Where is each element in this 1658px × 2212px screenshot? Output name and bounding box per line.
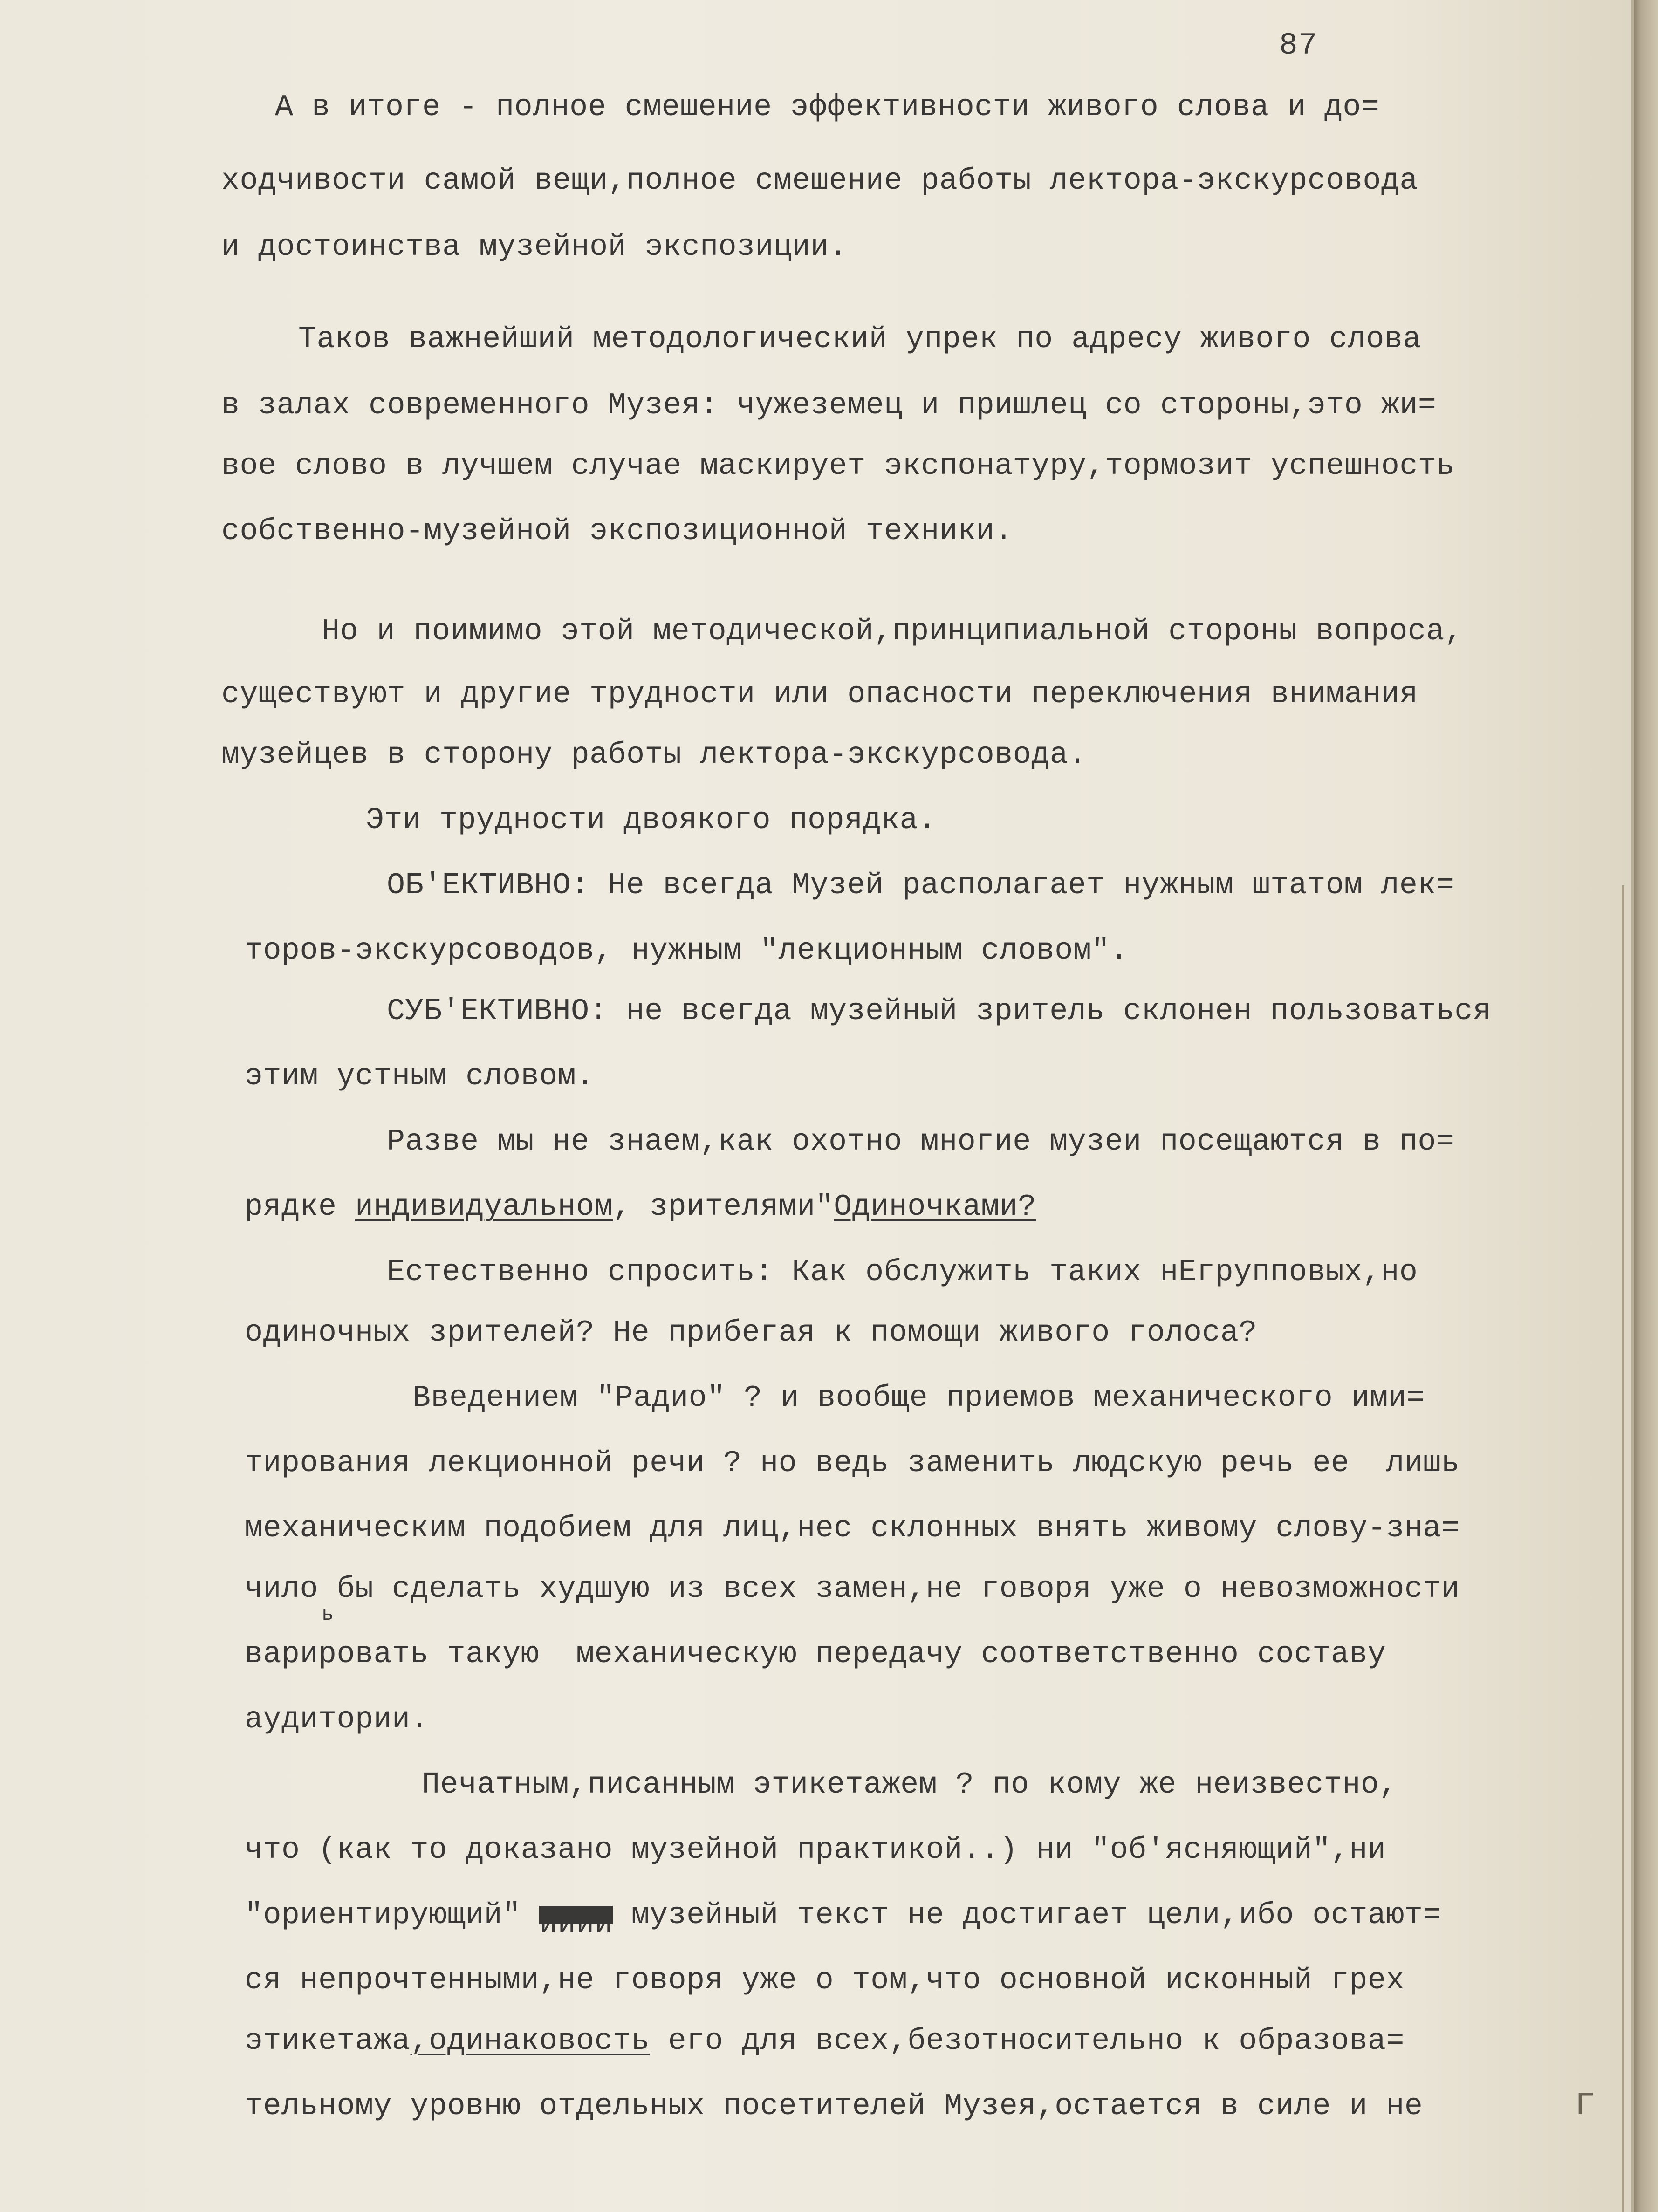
text-line: чило бы сделать худшую из всех замен,не говоря уже о невозможности (245, 1572, 1460, 1606)
text-line: вое слово в лучшем случае маскирует экспонатуру,тормозит успешность (221, 449, 1455, 483)
text-segment: "ориентирующий" (245, 1898, 540, 1932)
binding-edge (1634, 0, 1658, 2212)
interlinear-correction: ь (322, 1603, 334, 1626)
text-line: собственно-музейной экспозиционной техники. (221, 514, 1013, 548)
text-line: СУБ'ЕКТИВНО: не всегда музейный зритель склонен пользоваться (387, 994, 1492, 1028)
text-line: существуют и другие трудности или опасности переключения внимания (221, 677, 1418, 712)
text-segment: его для всех,безотносительно к образова= (650, 2024, 1405, 2058)
text-line: этим устным словом. (245, 1059, 595, 1094)
text-line: ходчивости самой вещи,полное смешение работы лектора-экскурсовода (221, 164, 1418, 198)
text-line: тирования лекционной речи ? но ведь заменить людскую речь ее лишь (245, 1446, 1460, 1480)
text-line: аудитории. (245, 1702, 429, 1737)
text-line: Естественно спросить: Как обслужить таких нЕгрупповых,но (387, 1255, 1418, 1289)
text-line: ОБ'ЕКТИВНО: Не всегда Музей располагает нужным штатом лек= (387, 868, 1455, 903)
text-line: Но и поимимо этой методической,принципиальной стороны вопроса, (322, 614, 1463, 649)
underlined-word: ,одинаковость (410, 2024, 650, 2058)
text-line: А в итоге - полное смешение эффективности живого слова и до= (275, 90, 1380, 124)
text-line: что (как то доказано музейной практикой..) ни "об'ясняющий",ни (245, 1833, 1386, 1867)
text-line-underlined (245, 1188, 1036, 1226)
text-line: Печатным,писанным этикетажем ? по кому же неизвестно, (422, 1767, 1398, 1802)
underlined-word: Одиночками? (834, 1190, 1036, 1224)
text-line: механическим подобием для лиц,нес склонных внять живому слову-зна= (245, 1511, 1460, 1546)
text-line: Введением "Радио" ? и вообще приемов механического ими= (412, 1381, 1425, 1415)
text-line: музейцев в сторону работы лектора-экскурсовода. (221, 738, 1087, 772)
text-line: в залах современного Музея: чужеземец и пришлец со стороны,это жи= (221, 388, 1437, 423)
text-segment: , зрителями" (613, 1190, 834, 1224)
text-line-underlined (245, 2022, 1405, 2060)
sheet-edge-line (1622, 885, 1624, 2212)
struck-out-word: ииии (539, 1906, 613, 1924)
text-line: Эти трудности двоякого порядка. (366, 803, 937, 837)
text-line: торов-экскурсоводов, нужным "лекционным словом". (245, 933, 1129, 968)
underlined-word: индивидуальном (355, 1190, 613, 1224)
text-line-struck (245, 1897, 1441, 1942)
text-line: Таков важнейший методологический упрек по адресу живого слова (298, 322, 1421, 356)
text-line: и достоинства музейной экспозиции. (221, 230, 848, 264)
text-segment: музейный текст не достигает цели,ибо остают= (613, 1898, 1441, 1932)
text-line: тельному уровню отдельных посетителей Музея,остается в силе и не (245, 2089, 1423, 2123)
text-line: одиночных зрителей? Не прибегая к помощи живого голоса? (245, 1315, 1257, 1350)
text-line: ся непрочтенными,не говоря уже о том,что основной исконный грех (245, 1963, 1405, 1998)
text-line: варировать такую механическую передачу соответственно составу (245, 1637, 1386, 1671)
text-line: Разве мы не знаем,как охотно многие музеи посещаются в по= (387, 1124, 1455, 1159)
page-number: 87 (1279, 28, 1318, 63)
text-segment: рядке (245, 1190, 356, 1224)
text-segment: этикетажа (245, 2024, 411, 2058)
margin-mark: Г (1575, 2088, 1595, 2124)
